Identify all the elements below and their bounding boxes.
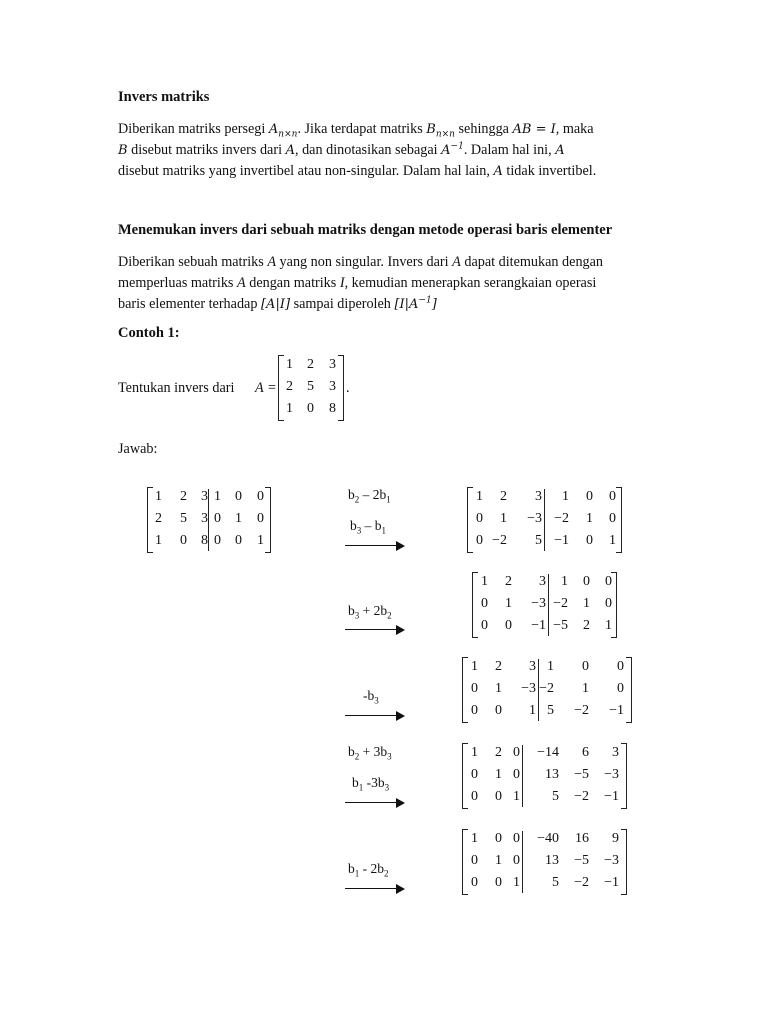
matrix-cell: 3	[535, 489, 542, 504]
matrix-cell: 0	[586, 533, 593, 548]
text: yang non singular. Invers dari	[276, 254, 453, 270]
matrix-cell: 3	[529, 659, 536, 674]
matrix-cell: 1	[471, 831, 478, 846]
transform-arrow-icon	[345, 797, 405, 809]
matrix-cell: −2	[492, 533, 507, 548]
row-operation-label: $b_2 - 2b_1$	[348, 487, 391, 505]
answer-label: Jawab:	[118, 441, 158, 457]
right-bracket	[626, 657, 632, 723]
matrix-cell: 13	[545, 767, 559, 782]
left-bracket	[462, 743, 468, 809]
matrix-cell: 0	[505, 618, 512, 633]
matrix-cell: 2	[180, 489, 187, 504]
matrix-cell: −3	[604, 853, 619, 868]
augment-divider	[544, 489, 545, 551]
matrix-cell: 1	[547, 659, 554, 674]
row-operation-label: $-b_3$	[363, 688, 379, 706]
matrix-cell: −3	[604, 767, 619, 782]
step-3-matrix	[462, 657, 632, 723]
matrix-cell: 1	[235, 511, 242, 526]
transform-arrow-icon	[345, 540, 405, 552]
matrix-cell: 5	[547, 703, 554, 718]
matrix-cell: 0	[235, 533, 242, 548]
matrix-cell: 0	[471, 681, 478, 696]
matrix-cell: 5	[535, 533, 542, 548]
matrix-cell: 0	[471, 789, 478, 804]
left-bracket	[278, 355, 284, 421]
matrix-cell: −2	[554, 511, 569, 526]
matrix-cell: 13	[545, 853, 559, 868]
augment-divider	[522, 831, 523, 893]
row-operation-label: $b_2 + 3b_3$	[348, 744, 392, 762]
matrix-cell: 0	[513, 745, 520, 760]
matrix-cell: 1	[155, 533, 162, 548]
matrix-A	[278, 355, 344, 421]
definition-paragraph	[118, 119, 658, 182]
matrix-cell: 1	[476, 489, 483, 504]
matrix-cell: 0	[513, 853, 520, 868]
matrix-cell: 0	[471, 767, 478, 782]
method-paragraph	[118, 252, 658, 315]
text: memperluas matriks	[118, 275, 237, 291]
step-4-matrix	[462, 743, 627, 809]
matrix-cell: −3	[521, 681, 536, 696]
augment-divider	[548, 574, 549, 636]
matrix-cell: 1	[471, 745, 478, 760]
text: , maka	[555, 121, 594, 137]
matrix-cell: 0	[582, 659, 589, 674]
matrix-cell: 0	[495, 831, 502, 846]
text: dengan matriks	[245, 275, 340, 291]
matrix-cell: 1	[495, 681, 502, 696]
text: disebut matriks yang invertibel atau non-singular. Dalam hal lain,	[118, 163, 494, 179]
section-title-invers-matriks: Invers matriks	[118, 89, 210, 105]
matrix-cell: −3	[531, 596, 546, 611]
matrix-cell: 2	[583, 618, 590, 633]
matrix-cell: 5	[552, 875, 559, 890]
matrix-cell: 0	[481, 618, 488, 633]
text: Diberikan sebuah matriks	[118, 254, 268, 270]
matrix-cell: 0	[476, 511, 483, 526]
matrix-cell: −2	[553, 596, 568, 611]
text: , kemudian menerapkan serangkaian operasi	[344, 275, 597, 291]
text: sampai diperoleh	[290, 296, 395, 312]
matrix-cell: 0	[617, 659, 624, 674]
math-AB-equals-I: AB = I	[512, 122, 556, 137]
matrix-cell: 0	[617, 681, 624, 696]
matrix-cell: 3	[201, 511, 208, 526]
matrix-cell: 1	[471, 659, 478, 674]
matrix-cell: 3	[612, 745, 619, 760]
matrix-cell: 0	[605, 596, 612, 611]
matrix-cell: −5	[553, 618, 568, 633]
matrix-cell: −2	[574, 875, 589, 890]
math-A-bar-I: [A|I]	[260, 297, 291, 312]
matrix-cell: 0	[257, 511, 264, 526]
math-A: A	[493, 164, 503, 179]
left-bracket	[467, 487, 473, 553]
matrix-cell: −5	[574, 767, 589, 782]
matrix-cell: 1	[513, 875, 520, 890]
matrix-cell: 0	[471, 853, 478, 868]
matrix-cell: 0	[214, 511, 221, 526]
matrix-cell: 1	[562, 489, 569, 504]
math-A-inverse: $A^{-1}$	[441, 141, 464, 158]
left-bracket	[472, 572, 478, 638]
matrix-cell: 2	[495, 745, 502, 760]
matrix-cell: 2	[307, 357, 314, 372]
example-lhs: A =	[255, 380, 277, 396]
matrix-cell: 1	[155, 489, 162, 504]
matrix-cell: 0	[307, 401, 314, 416]
row-operation-label: $b_3 + 2b_2$	[348, 603, 392, 621]
matrix-cell: 3	[539, 574, 546, 589]
right-bracket	[338, 355, 344, 421]
matrix-cell: −1	[604, 789, 619, 804]
math-A-nxn: $A_{n\times n}$	[268, 122, 298, 140]
right-bracket	[621, 743, 627, 809]
right-bracket	[616, 487, 622, 553]
matrix-cell: 0	[583, 574, 590, 589]
matrix-cell: 2	[505, 574, 512, 589]
matrix-cell: 1	[500, 511, 507, 526]
matrix-cell: 1	[481, 574, 488, 589]
matrix-cell: 2	[500, 489, 507, 504]
step-5-matrix	[462, 829, 627, 895]
row-operation-label: $b_1 - 2b_2$	[348, 861, 389, 879]
matrix-cell: 0	[471, 875, 478, 890]
matrix-cell: 2	[495, 659, 502, 674]
matrix-cell: 0	[513, 831, 520, 846]
augmented-matrix-initial	[147, 487, 271, 553]
right-bracket	[265, 487, 271, 553]
matrix-cell: −2	[574, 703, 589, 718]
augment-divider	[522, 745, 523, 807]
row-operation-label: $b_1$ $-3b_3$	[352, 775, 390, 793]
matrix-cell: 0	[495, 875, 502, 890]
left-bracket	[147, 487, 153, 553]
text: , dan dinotasikan sebagai	[294, 142, 442, 158]
text: . Dalam hal ini,	[463, 142, 556, 158]
matrix-cell: 0	[235, 489, 242, 504]
matrix-cell: 1	[286, 401, 293, 416]
math-A: A	[267, 254, 276, 270]
matrix-cell: −3	[527, 511, 542, 526]
matrix-cell: 0	[481, 596, 488, 611]
matrix-cell: 0	[476, 533, 483, 548]
matrix-cell: −5	[574, 853, 589, 868]
matrix-cell: 9	[612, 831, 619, 846]
matrix-cell: 1	[286, 357, 293, 372]
left-bracket	[462, 829, 468, 895]
augment-divider	[208, 489, 209, 551]
matrix-cell: −14	[537, 745, 559, 760]
text: dapat ditemukan dengan	[460, 254, 604, 270]
math-B-nxn: $B_{n\times n}$	[426, 122, 455, 140]
matrix-cell: −1	[531, 618, 546, 633]
matrix-cell: 2	[286, 379, 293, 394]
matrix-cell: 1	[529, 703, 536, 718]
matrix-cell: 0	[471, 703, 478, 718]
matrix-cell: 3	[329, 357, 336, 372]
transform-arrow-icon	[345, 624, 405, 636]
right-bracket	[621, 829, 627, 895]
transform-arrow-icon	[345, 710, 405, 722]
example-period: .	[346, 380, 350, 396]
matrix-cell: 5	[552, 789, 559, 804]
matrix-cell: 1	[257, 533, 264, 548]
text: Diberikan matriks persegi	[118, 121, 269, 137]
left-bracket	[462, 657, 468, 723]
text: tidak invertibel.	[502, 163, 597, 179]
text: baris elementer terhadap	[118, 296, 261, 312]
matrix-cell: 0	[495, 703, 502, 718]
math-B: B	[118, 143, 128, 158]
matrix-cell: 1	[214, 489, 221, 504]
matrix-cell: 1	[583, 596, 590, 611]
math-A: A	[555, 143, 565, 158]
matrix-cell: 0	[609, 511, 616, 526]
matrix-cell: 0	[609, 489, 616, 504]
matrix-cell: 0	[513, 767, 520, 782]
math-I: I	[339, 275, 345, 291]
math-I-bar-A-inverse: $[I|A^{-1}]$	[394, 295, 437, 312]
matrix-cell: 2	[155, 511, 162, 526]
matrix-cell: 0	[586, 489, 593, 504]
matrix-cell: 8	[329, 401, 336, 416]
matrix-cell: 1	[586, 511, 593, 526]
matrix-cell: −2	[574, 789, 589, 804]
step-1-matrix	[467, 487, 622, 553]
matrix-cell: 1	[513, 789, 520, 804]
matrix-cell: 3	[201, 489, 208, 504]
matrix-cell: 1	[505, 596, 512, 611]
matrix-cell: −40	[537, 831, 559, 846]
matrix-cell: 5	[180, 511, 187, 526]
matrix-cell: 5	[307, 379, 314, 394]
text: disebut matriks invers dari	[127, 142, 286, 158]
text: . Jika terdapat matriks	[297, 121, 427, 137]
matrix-cell: 0	[257, 489, 264, 504]
example-prompt: Tentukan invers dari	[118, 380, 235, 396]
matrix-cell: 0	[495, 789, 502, 804]
matrix-cell: −1	[609, 703, 624, 718]
matrix-cell: 16	[575, 831, 589, 846]
matrix-cell: −2	[539, 681, 554, 696]
text: sehingga	[454, 121, 513, 137]
row-operation-label: $b_3 - b_1$	[350, 518, 386, 536]
matrix-cell: 3	[329, 379, 336, 394]
example-title: Contoh 1:	[118, 325, 180, 341]
matrix-cell: −1	[604, 875, 619, 890]
matrix-cell: 0	[605, 574, 612, 589]
matrix-cell: 1	[605, 618, 612, 633]
math-A: A	[285, 143, 295, 158]
matrix-cell: 6	[582, 745, 589, 760]
matrix-cell: 8	[201, 533, 208, 548]
matrix-cell: 1	[495, 853, 502, 868]
matrix-cell: 1	[609, 533, 616, 548]
matrix-cell: −1	[554, 533, 569, 548]
math-A: A	[237, 275, 246, 291]
matrix-cell: 0	[214, 533, 221, 548]
matrix-cell: 1	[582, 681, 589, 696]
matrix-cell: 1	[495, 767, 502, 782]
math-A: A	[452, 254, 461, 270]
section-title-obe-method: Menemukan invers dari sebuah matriks dengan metode operasi baris elementer	[118, 222, 613, 238]
matrix-cell: 1	[561, 574, 568, 589]
step-2-matrix	[472, 572, 617, 638]
transform-arrow-icon	[345, 883, 405, 895]
matrix-cell: 0	[180, 533, 187, 548]
